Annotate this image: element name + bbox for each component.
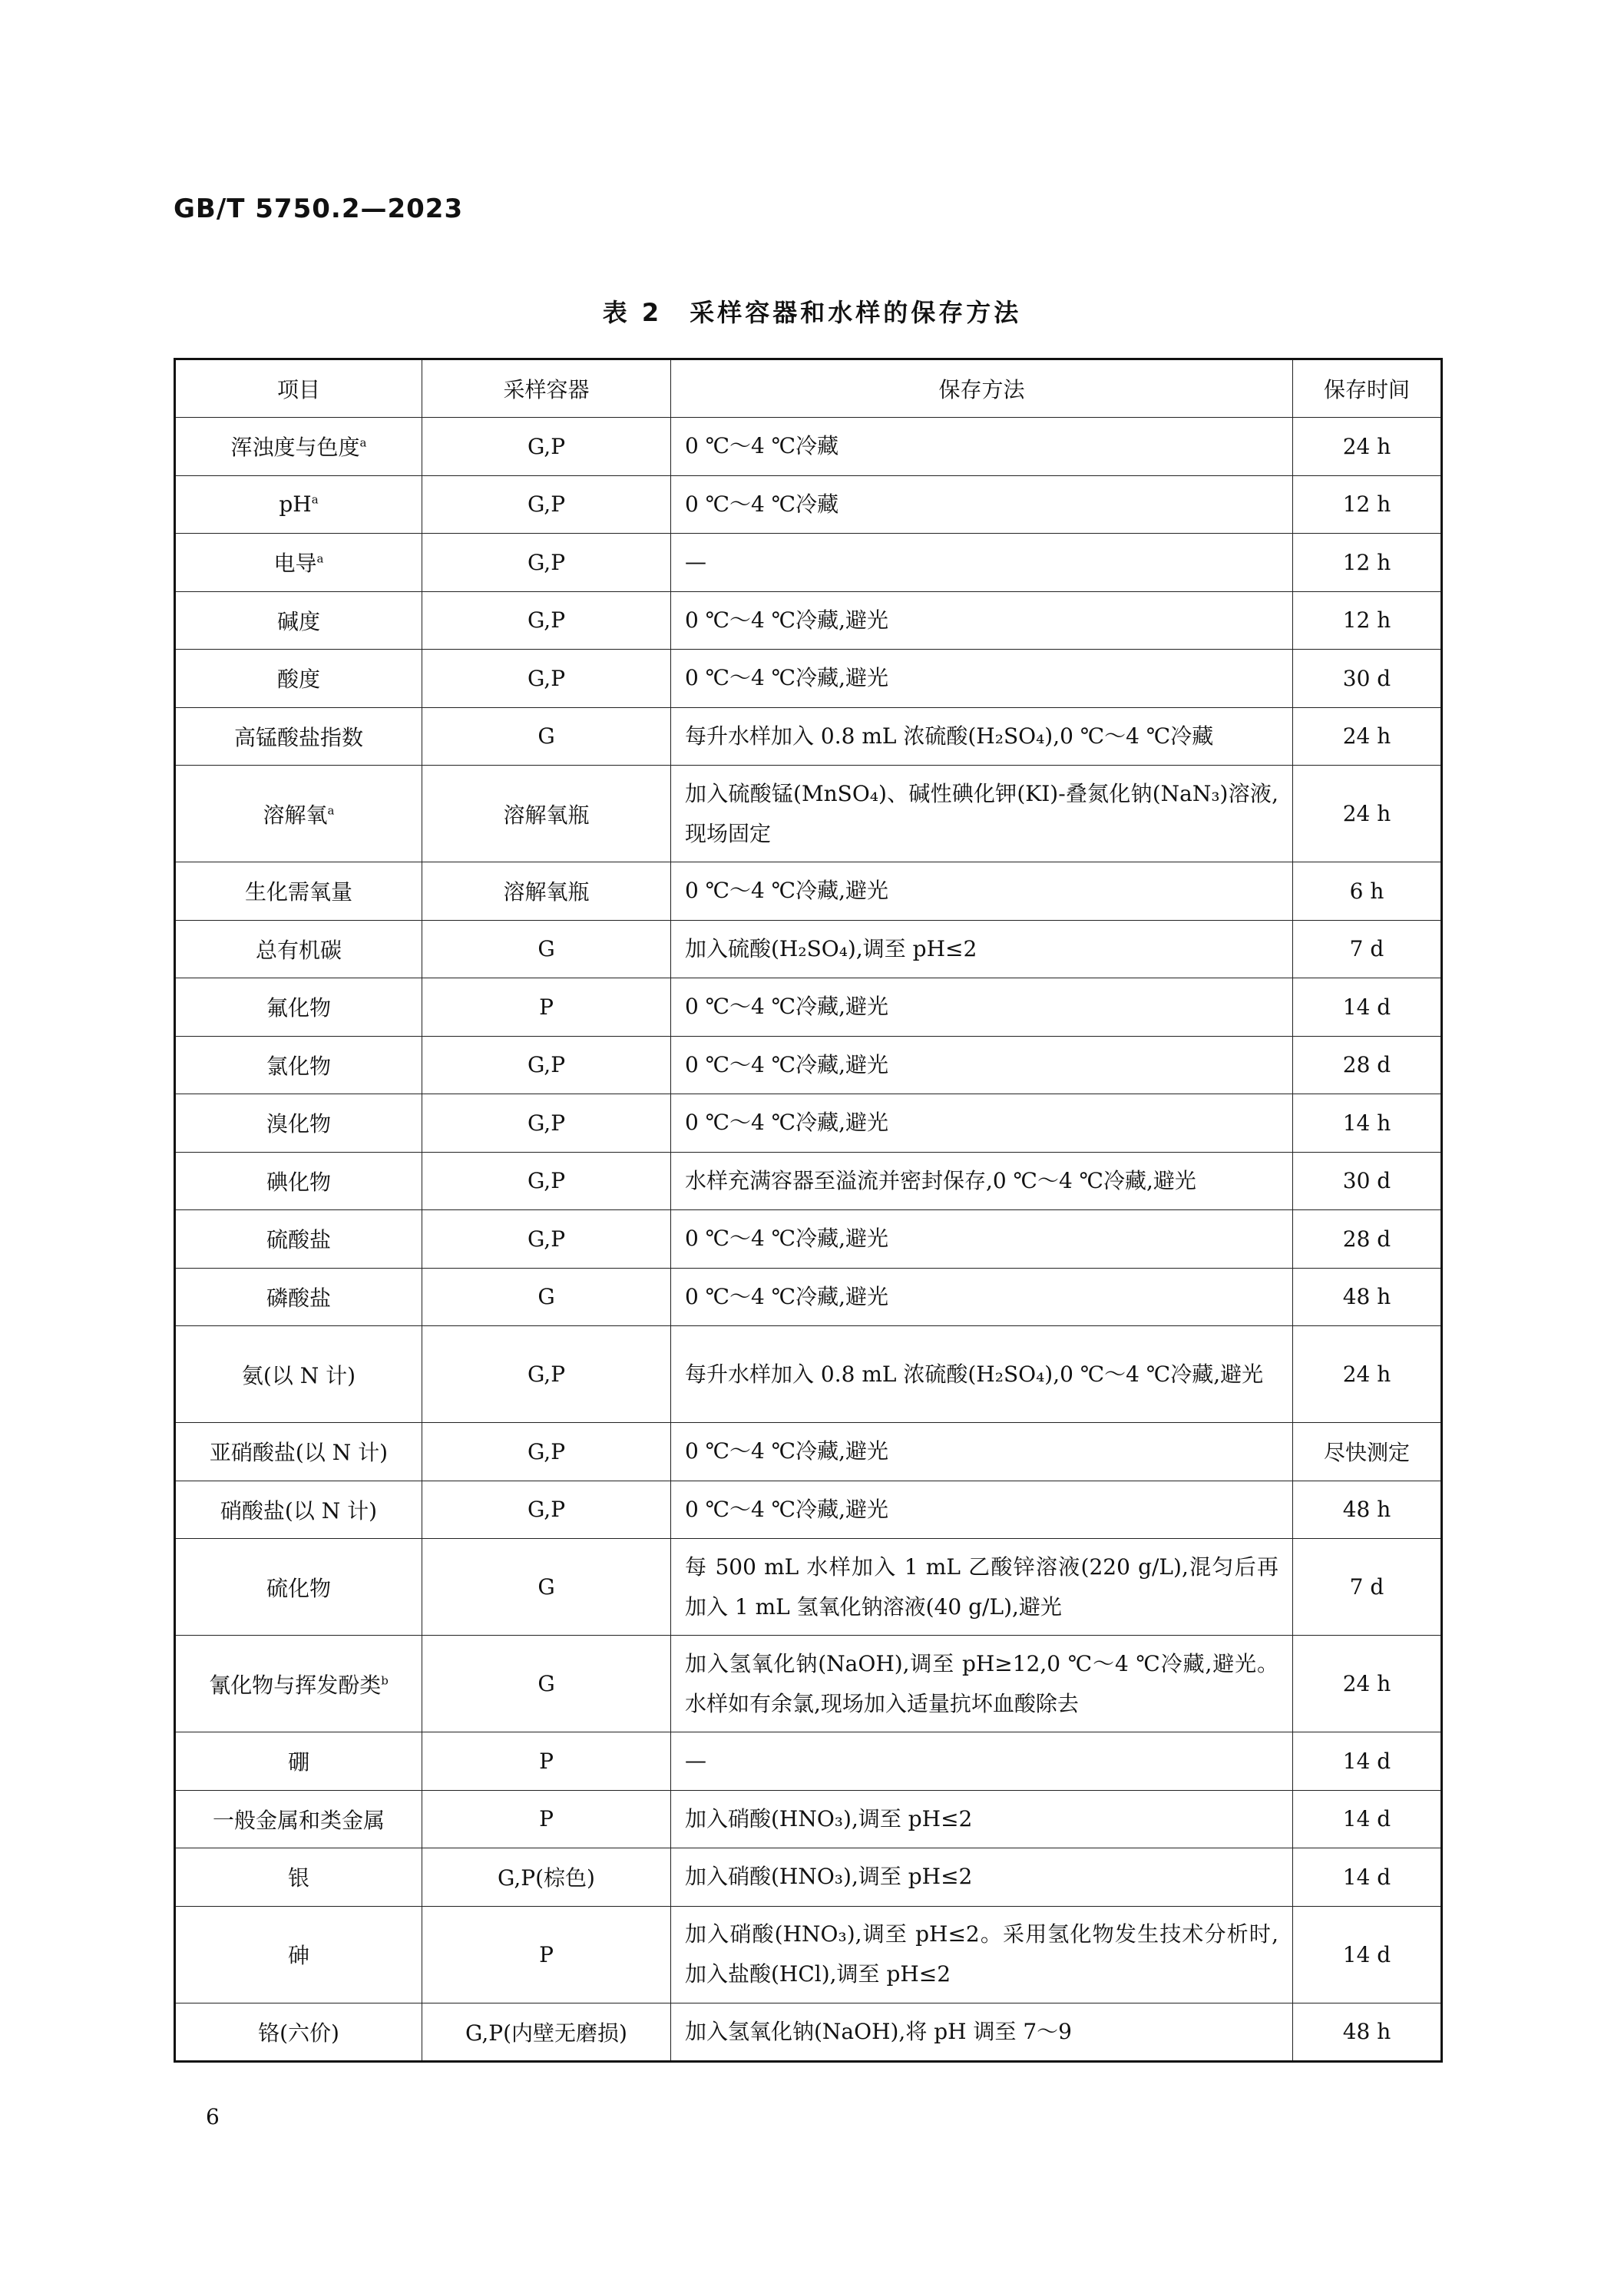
table-row (175, 1732, 1442, 1791)
cell-item (175, 1481, 422, 1539)
table-row (175, 1848, 1442, 1907)
cell-method: 每升水样加入 0.8 mL 浓硫酸(H₂SO₄),0 ℃～4 ℃冷藏,避光 (671, 1326, 1293, 1423)
cell-item (175, 978, 422, 1037)
item-name: 硫化物 (266, 1575, 331, 1601)
cell-item (175, 1732, 422, 1791)
table-row (175, 1481, 1442, 1539)
standard-code: GB/T 5750.2—2023 (174, 194, 464, 224)
cell-item (175, 766, 422, 862)
cell-method: 0 ℃～4 ℃冷藏,避光 (671, 862, 1293, 921)
item-name: 硼 (287, 1749, 309, 1775)
cell-method: 加入硫酸锰(MnSO₄)、碱性碘化钾(KI)-叠氮化钠(NaN₃)溶液,现场固定 (671, 766, 1293, 862)
table-row (175, 862, 1442, 921)
item-name: 浑浊度与色度 (230, 435, 360, 461)
cell-container: G,P (422, 1326, 671, 1423)
cell-item (175, 920, 422, 978)
cell-container: G (422, 1268, 671, 1326)
item-name: 氯化物 (266, 1053, 331, 1079)
cell-method: 加入硝酸(HNO₃),调至 pH≤2 (671, 1848, 1293, 1907)
table-row (175, 978, 1442, 1037)
item-name: 硝酸盐(以 N 计) (220, 1497, 378, 1524)
cell-item (175, 2003, 422, 2062)
cell-item (175, 1848, 422, 1907)
item-name: 一般金属和类金属 (212, 1807, 385, 1833)
item-name: 氰化物与挥发酚类 (209, 1672, 382, 1698)
footnote-marker: b (381, 1673, 389, 1688)
cell-container: P (422, 1906, 671, 2003)
cell-time: 24 h (1293, 766, 1442, 862)
cell-time: 7 d (1293, 1539, 1442, 1636)
cell-item (175, 1268, 422, 1326)
item-name: 电导 (273, 551, 317, 577)
cell-time: 14 d (1293, 1906, 1442, 2003)
cell-method: — (671, 1732, 1293, 1791)
footnote-marker: a (327, 803, 335, 818)
cell-time: 14 d (1293, 1732, 1442, 1791)
cell-time: 48 h (1293, 1268, 1442, 1326)
cell-item (175, 707, 422, 766)
cell-method: 0 ℃～4 ℃冷藏,避光 (671, 1268, 1293, 1326)
column-header-item: 项目 (175, 359, 422, 418)
cell-method: 加入硝酸(HNO₃),调至 pH≤2 (671, 1790, 1293, 1848)
table-row (175, 1210, 1442, 1269)
cell-method: 加入硝酸(HNO₃),调至 pH≤2。采用氢化物发生技术分析时,加入盐酸(HCl),调至 pH≤2 (671, 1906, 1293, 2003)
table-row (175, 1268, 1442, 1326)
cell-container: G,P (422, 1210, 671, 1269)
cell-method: 加入氢氧化钠(NaOH),将 pH 调至 7～9 (671, 2003, 1293, 2062)
cell-item (175, 1210, 422, 1269)
cell-time: 14 d (1293, 978, 1442, 1037)
cell-item (175, 591, 422, 650)
item-name: 酸度 (276, 667, 320, 693)
cell-container: G (422, 1636, 671, 1732)
table-row (175, 1094, 1442, 1153)
cell-time: 6 h (1293, 862, 1442, 921)
cell-time: 24 h (1293, 1326, 1442, 1423)
column-header-time: 保存时间 (1293, 359, 1442, 418)
cell-item (175, 1636, 422, 1732)
cell-method: 每 500 mL 水样加入 1 mL 乙酸锌溶液(220 g/L),混匀后再加入 1 mL 氢氧化钠溶液(40 g/L),避光 (671, 1539, 1293, 1636)
cell-method: 0 ℃～4 ℃冷藏 (671, 475, 1293, 534)
cell-container: G,P (422, 418, 671, 476)
cell-container: G,P(棕色) (422, 1848, 671, 1907)
cell-time: 14 d (1293, 1848, 1442, 1907)
column-header-container: 采样容器 (422, 359, 671, 418)
cell-container: G (422, 707, 671, 766)
cell-time: 28 d (1293, 1210, 1442, 1269)
cell-container: G,P (422, 1036, 671, 1094)
cell-method: 0 ℃～4 ℃冷藏 (671, 418, 1293, 476)
item-name: 溶解氧 (263, 802, 328, 828)
cell-container: G (422, 1539, 671, 1636)
cell-item (175, 1906, 422, 2003)
cell-container: G (422, 920, 671, 978)
cell-method: 0 ℃～4 ℃冷藏,避光 (671, 591, 1293, 650)
cell-container: G,P (422, 475, 671, 534)
footnote-marker: a (311, 492, 319, 507)
cell-container: G,P(内壁无磨损) (422, 2003, 671, 2062)
item-name: 砷 (287, 1943, 309, 1968)
cell-container: P (422, 978, 671, 1037)
item-name: 碘化物 (266, 1169, 331, 1195)
table-row (175, 1790, 1442, 1848)
item-name: 银 (287, 1865, 309, 1891)
cell-time: 28 d (1293, 1036, 1442, 1094)
cell-method: 0 ℃～4 ℃冷藏,避光 (671, 1481, 1293, 1539)
item-name: 溴化物 (266, 1111, 331, 1137)
preservation-table (174, 358, 1443, 2063)
table-row (175, 1326, 1442, 1423)
table-row (175, 766, 1442, 862)
item-name: 高锰酸盐指数 (233, 724, 363, 750)
cell-item (175, 1036, 422, 1094)
cell-time: 24 h (1293, 418, 1442, 476)
cell-item (175, 650, 422, 708)
cell-time: 14 d (1293, 1790, 1442, 1848)
cell-time: 24 h (1293, 707, 1442, 766)
table-row (175, 1423, 1442, 1481)
table-row (175, 1906, 1442, 2003)
table-row (175, 534, 1442, 592)
cell-item (175, 1094, 422, 1153)
item-name: 碱度 (276, 608, 320, 634)
table-title: 表 2 采样容器和水样的保存方法 (602, 298, 1022, 327)
cell-time: 48 h (1293, 2003, 1442, 2062)
table-row (175, 2003, 1442, 2062)
table-row (175, 1036, 1442, 1094)
table-row (175, 1152, 1442, 1210)
item-name: 硫酸盐 (266, 1227, 331, 1253)
item-name: pH (279, 491, 312, 518)
cell-container: G,P (422, 1481, 671, 1539)
cell-time: 24 h (1293, 1636, 1442, 1732)
cell-method: 0 ℃～4 ℃冷藏,避光 (671, 1210, 1293, 1269)
cell-container: G,P (422, 1152, 671, 1210)
cell-method: 0 ℃～4 ℃冷藏,避光 (671, 1094, 1293, 1153)
table-row (175, 1636, 1442, 1732)
cell-time: 30 d (1293, 650, 1442, 708)
cell-item (175, 1423, 422, 1481)
table-row (175, 418, 1442, 476)
table-row (175, 475, 1442, 534)
cell-container: P (422, 1732, 671, 1791)
cell-item (175, 418, 422, 476)
cell-container: P (422, 1790, 671, 1848)
cell-item (175, 862, 422, 921)
item-name: 铬(六价) (258, 2020, 339, 2046)
cell-container: G,P (422, 1094, 671, 1153)
item-name: 生化需氧量 (244, 879, 352, 905)
cell-item (175, 1152, 422, 1210)
cell-time: 12 h (1293, 591, 1442, 650)
cell-item (175, 1790, 422, 1848)
cell-time: 14 h (1293, 1094, 1442, 1153)
table-row (175, 1539, 1442, 1636)
item-name: 总有机碳 (255, 937, 342, 963)
cell-method: 每升水样加入 0.8 mL 浓硫酸(H₂SO₄),0 ℃～4 ℃冷藏 (671, 707, 1293, 766)
table-header-row (175, 359, 1442, 418)
table-row (175, 707, 1442, 766)
cell-method: 水样充满容器至溢流并密封保存,0 ℃～4 ℃冷藏,避光 (671, 1152, 1293, 1210)
cell-item (175, 475, 422, 534)
cell-method: 0 ℃～4 ℃冷藏,避光 (671, 978, 1293, 1037)
cell-container: G,P (422, 1423, 671, 1481)
cell-method: 0 ℃～4 ℃冷藏,避光 (671, 1036, 1293, 1094)
cell-container: G,P (422, 534, 671, 592)
table-row (175, 591, 1442, 650)
table-body (175, 418, 1442, 2062)
item-name: 磷酸盐 (266, 1285, 331, 1311)
footnote-marker: a (359, 435, 367, 450)
cell-item (175, 534, 422, 592)
item-name: 氨(以 N 计) (241, 1362, 356, 1388)
cell-time: 7 d (1293, 920, 1442, 978)
page-number: 6 (206, 2104, 220, 2129)
footnote-marker: a (316, 551, 324, 566)
table-row (175, 650, 1442, 708)
cell-time: 30 d (1293, 1152, 1442, 1210)
cell-method: 加入氢氧化钠(NaOH),调至 pH≥12,0 ℃～4 ℃冷藏,避光。水样如有余氯,现场加入适量抗坏血酸除去 (671, 1636, 1293, 1732)
cell-time: 48 h (1293, 1481, 1442, 1539)
cell-container: 溶解氧瓶 (422, 766, 671, 862)
cell-time: 12 h (1293, 534, 1442, 592)
column-header-method: 保存方法 (671, 359, 1293, 418)
item-name: 氟化物 (266, 995, 331, 1021)
cell-item (175, 1539, 422, 1636)
cell-container: G,P (422, 591, 671, 650)
item-name: 亚硝酸盐(以 N 计) (209, 1440, 389, 1466)
cell-item (175, 1326, 422, 1423)
cell-container: 溶解氧瓶 (422, 862, 671, 921)
table-row (175, 920, 1442, 978)
cell-method: — (671, 534, 1293, 592)
cell-method: 0 ℃～4 ℃冷藏,避光 (671, 1423, 1293, 1481)
cell-time: 尽快测定 (1293, 1423, 1442, 1481)
cell-time: 12 h (1293, 475, 1442, 534)
cell-container: G,P (422, 650, 671, 708)
cell-method: 加入硫酸(H₂SO₄),调至 pH≤2 (671, 920, 1293, 978)
cell-method: 0 ℃～4 ℃冷藏,避光 (671, 650, 1293, 708)
